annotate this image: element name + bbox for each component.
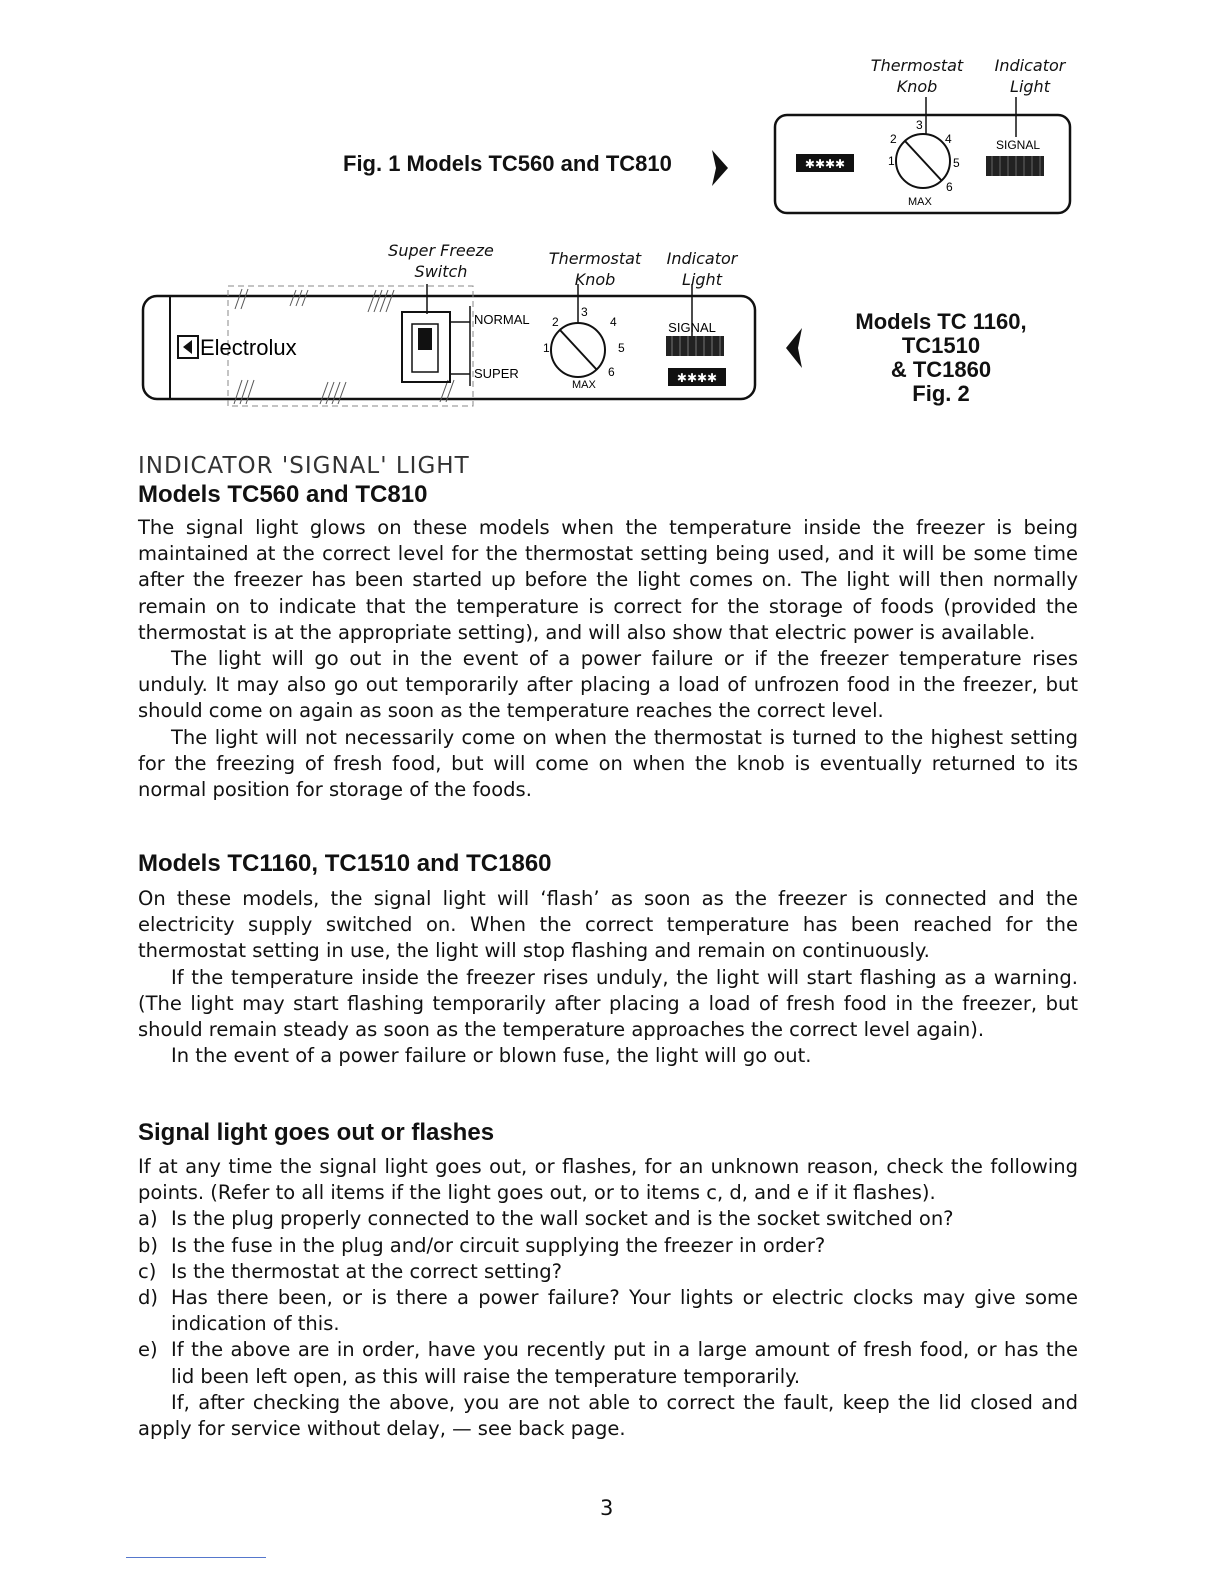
svg-text:MAX: MAX xyxy=(908,196,932,208)
svg-text:3: 3 xyxy=(581,305,588,319)
list-item: e) If the above are in order, have you recently put in a large amount of fresh food, or has the lid been left open, as this will raise the temperature temporarily. xyxy=(138,1338,1078,1388)
list-item: c) Is the thermostat at the correct setting? xyxy=(138,1259,562,1283)
section2-body xyxy=(138,886,1078,1069)
paragraph: If the temperature inside the freezer rises unduly, the light will start flashing as a warning. (The light may start flashing temporarily after placing a load of fresh food in the freezer, but should remain steady as soon as the temperature approaches the correct level again). xyxy=(138,965,1078,1042)
fig2-thermostat-label: Thermostat Knob xyxy=(548,249,642,289)
svg-text:✱✱✱✱: ✱✱✱✱ xyxy=(804,157,846,171)
svg-text:4: 4 xyxy=(610,315,617,329)
paragraph: On these models, the signal light will ‘flash’ as soon as the freezer is connected and the electricity supply switched on. When the correct temperature has been reached for the thermostat setting in use, the light will stop flashing and remain on continuously. xyxy=(138,887,1078,963)
fig2-caption: Models TC 1160, TC1510 & TC1860 Fig. 2 xyxy=(855,309,1027,406)
fig1-indicator-light xyxy=(986,156,1044,176)
svg-text:✱✱✱✱: ✱✱✱✱ xyxy=(676,371,718,385)
list-item: b) Is the fuse in the plug and/or circuit supplying the freezer in order? xyxy=(138,1233,826,1257)
fig1-caption: Fig. 1 Models TC560 and TC810 xyxy=(343,151,672,176)
svg-text:6: 6 xyxy=(946,180,953,194)
fig2-signal-label: SIGNAL xyxy=(668,320,716,335)
brand-name: Electrolux xyxy=(200,335,297,360)
normal-label: NORMAL xyxy=(474,312,530,327)
svg-text:2: 2 xyxy=(890,132,897,146)
heading-tc1160: Models TC1160, TC1510 and TC1860 xyxy=(138,850,552,877)
page-number: 3 xyxy=(600,1496,614,1520)
checklist xyxy=(138,1206,1078,1389)
svg-text:3: 3 xyxy=(916,118,923,132)
fig2-indicator-light xyxy=(666,336,724,356)
heading-tc560: Models TC560 and TC810 xyxy=(138,481,428,508)
section3-body xyxy=(138,1154,1078,1442)
svg-text:6: 6 xyxy=(608,365,615,379)
fig1-indicator-label: Indicator Light xyxy=(994,56,1066,96)
svg-text:5: 5 xyxy=(618,341,625,355)
section1-body xyxy=(138,515,1078,803)
fig2-arrow-icon xyxy=(782,322,806,374)
svg-text:1: 1 xyxy=(888,154,895,168)
heading-signal-light: Signal light goes out or flashes xyxy=(138,1119,495,1146)
svg-text:4: 4 xyxy=(945,132,952,146)
paragraph: The light will go out in the event of a power failure or if the freezer temperature rises unduly. It may also go out temporarily after placing a load of unfrozen food in the freezer, but should come on again as soon as the temperature reaches the correct level. xyxy=(138,647,1078,723)
fig2-superfreeze-label: Super Freeze Switch xyxy=(388,241,494,281)
fig1-control-panel xyxy=(770,95,1075,220)
paragraph: The light will not necessarily come on when the thermostat is turned to the highest setting for the freezing of fresh food, but will come on when the knob is eventually returned to its normal position for storage of the foods. xyxy=(138,725,1078,802)
paragraph: In the event of a power failure or blown fuse, the light will go out. xyxy=(171,1044,812,1068)
svg-text:5: 5 xyxy=(953,156,960,170)
fig2-control-panel xyxy=(140,284,765,409)
fig1-thermostat-label: Thermostat Knob xyxy=(870,56,964,96)
super-label: SUPER xyxy=(474,366,519,381)
svg-text:MAX: MAX xyxy=(572,379,596,391)
section-title: INDICATOR 'SIGNAL' LIGHT xyxy=(138,453,470,479)
svg-text:1: 1 xyxy=(543,341,550,355)
list-item: d) Has there been, or is there a power failure? Your lights or electric clocks may give some indication of this. xyxy=(138,1286,1078,1336)
paragraph: The signal light glows on these models when the temperature inside the freezer is being maintained at the correct level for the thermostat setting being used, and it will be some time after the freezer has been started up before the light comes on. The light will then normally remain on to indicate that the temperature is correct for the storage of foods (provided the thermostat is at the appropriate setting), and will also show that electric power is available. xyxy=(138,516,1078,644)
footer-rule xyxy=(126,1557,266,1558)
svg-text:2: 2 xyxy=(552,315,559,329)
paragraph: If, after checking the above, you are not able to correct the fault, keep the lid closed and apply for service without delay, — see back page. xyxy=(138,1390,1078,1441)
fig2-indicator-label: Indicator Light xyxy=(666,249,738,289)
fig1-signal-label: SIGNAL xyxy=(995,138,1041,152)
paragraph: If at any time the signal light goes out, or flashes, for an unknown reason, check the following points. (Refer to all items if the light goes out, or to items c, d, and e if it flashes). xyxy=(138,1155,1078,1205)
list-item: a) Is the plug properly connected to the wall socket and is the socket switched on? xyxy=(138,1207,954,1231)
fig1-arrow-icon xyxy=(708,144,732,192)
